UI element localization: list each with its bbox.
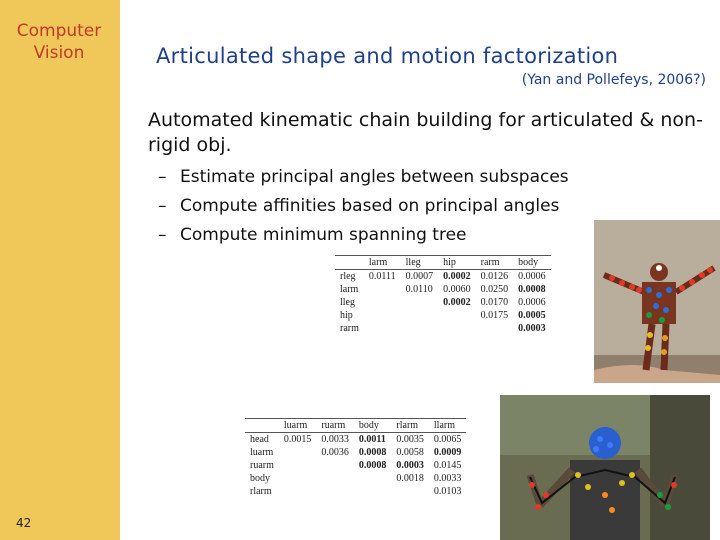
table-cell: 0.0033: [321, 434, 349, 445]
column-header: llarm: [429, 419, 467, 433]
row-label: rarm: [340, 323, 359, 334]
table-cell: 0.0011: [358, 434, 386, 445]
column-header: rarm: [476, 256, 514, 270]
row-label: head: [250, 434, 269, 445]
row-label: lleg: [340, 297, 355, 308]
table-cell: 0.0003: [396, 460, 424, 471]
sidebar-title: [0, 20, 118, 64]
table-cell: [354, 472, 392, 485]
table-cell: [401, 309, 439, 322]
bullet-text: Compute minimum spanning tree: [180, 225, 467, 245]
bullet-item: – Estimate principal angles between subspaces: [158, 167, 569, 187]
table-row: [335, 270, 551, 284]
table-row: [245, 459, 466, 472]
bullet-text: Compute affinities based on principal angles: [180, 196, 560, 216]
table-cell: [316, 472, 354, 485]
row-label: rleg: [340, 271, 356, 282]
table-row: [245, 433, 466, 447]
table-cell: 0.0007: [405, 271, 434, 282]
affinity-table-2: [245, 418, 466, 498]
table-cell: 0.0008: [358, 447, 387, 458]
table-cell: [401, 296, 439, 309]
table-cell: 0.0170: [480, 297, 509, 308]
row-label: hip: [340, 310, 353, 321]
table-cell: 0.0103: [433, 486, 462, 497]
table-cell: [354, 485, 392, 498]
table-cell: [476, 322, 514, 335]
table-cell: [279, 446, 317, 459]
column-header: luarm: [279, 419, 317, 433]
table-cell: [364, 296, 401, 309]
column-header: lleg: [401, 256, 439, 270]
table-row: [335, 309, 551, 322]
table-cell: 0.0065: [433, 434, 462, 445]
table-cell: 0.0002: [443, 297, 471, 308]
row-label: ruarm: [250, 460, 274, 471]
row-label: larm: [340, 284, 359, 295]
bullet-item: – Compute affinities based on principal angles: [158, 196, 560, 216]
citation: (Yan and Pollefeys, 2006?): [521, 72, 706, 88]
table-header-row: [335, 256, 551, 270]
table-cell: [316, 485, 354, 498]
page-number: 42: [16, 516, 32, 530]
table-cell: 0.0111: [368, 271, 396, 282]
table-cell: 0.0035: [396, 434, 424, 445]
table-cell: 0.0006: [518, 297, 546, 308]
bullet-text: Estimate principal angles between subspaces: [180, 167, 569, 187]
table-cell: 0.0145: [433, 460, 462, 471]
bullet-item: – Compute minimum spanning tree: [158, 225, 467, 245]
column-header: larm: [364, 256, 401, 270]
figurine-photo: [594, 220, 720, 383]
sidebar-title-line1: Computer: [16, 21, 102, 41]
table-cell: [279, 485, 317, 498]
table-row: [335, 322, 551, 335]
table-cell: [391, 485, 429, 498]
table-cell: [364, 322, 401, 335]
table-row: [245, 446, 466, 459]
column-header: ruarm: [316, 419, 354, 433]
table-cell: 0.0005: [518, 310, 546, 321]
column-header: body: [513, 256, 551, 270]
person-illustration: [500, 395, 710, 540]
table-cell: 0.0175: [480, 310, 509, 321]
column-header: rlarm: [391, 419, 429, 433]
affinity-table-1: [335, 255, 551, 335]
table-row: [245, 472, 466, 485]
table-cell: 0.0009: [433, 447, 462, 458]
sidebar-title-line2: Vision: [33, 43, 85, 63]
column-header: [335, 256, 364, 270]
table-cell: 0.0058: [396, 447, 424, 458]
table-cell: 0.0036: [321, 447, 349, 458]
bullet-list: [158, 163, 569, 250]
column-header: body: [354, 419, 392, 433]
table-cell: 0.0250: [480, 284, 509, 295]
table-cell: 0.0006: [518, 271, 546, 282]
main-point: Automated kinematic chain building for articulated & non-rigid obj.: [148, 109, 703, 156]
table-cell: 0.0008: [518, 284, 546, 295]
column-header: [245, 419, 279, 433]
table-cell: [279, 472, 317, 485]
table-cell: [316, 459, 354, 472]
table-cell: 0.0008: [358, 460, 387, 471]
table-cell: [364, 309, 401, 322]
table-row: [335, 296, 551, 309]
row-label: body: [250, 473, 270, 484]
table-cell: 0.0018: [396, 473, 424, 484]
table-cell: [401, 322, 439, 335]
table-cell: [438, 309, 476, 322]
slide-title: Articulated shape and motion factorization: [156, 44, 619, 68]
table-cell: 0.0003: [518, 323, 546, 334]
table-cell: 0.0015: [283, 434, 312, 445]
column-header: hip: [438, 256, 476, 270]
table-cell: 0.0110: [405, 284, 433, 295]
table-cell: [438, 322, 476, 335]
row-label: rlarm: [250, 486, 272, 497]
table-cell: 0.0033: [433, 473, 462, 484]
row-label: luarm: [250, 447, 274, 458]
table-row: [335, 283, 551, 296]
table-cell: 0.0126: [480, 271, 509, 282]
table-cell: [279, 459, 317, 472]
sidebar: [0, 0, 120, 540]
table-cell: 0.0060: [443, 284, 471, 295]
table-row: [245, 485, 466, 498]
person-photo: [500, 395, 710, 540]
table-header-row: [245, 419, 466, 433]
table-cell: [364, 283, 401, 296]
figurine-illustration: [594, 220, 720, 383]
table-cell: 0.0002: [443, 271, 471, 282]
